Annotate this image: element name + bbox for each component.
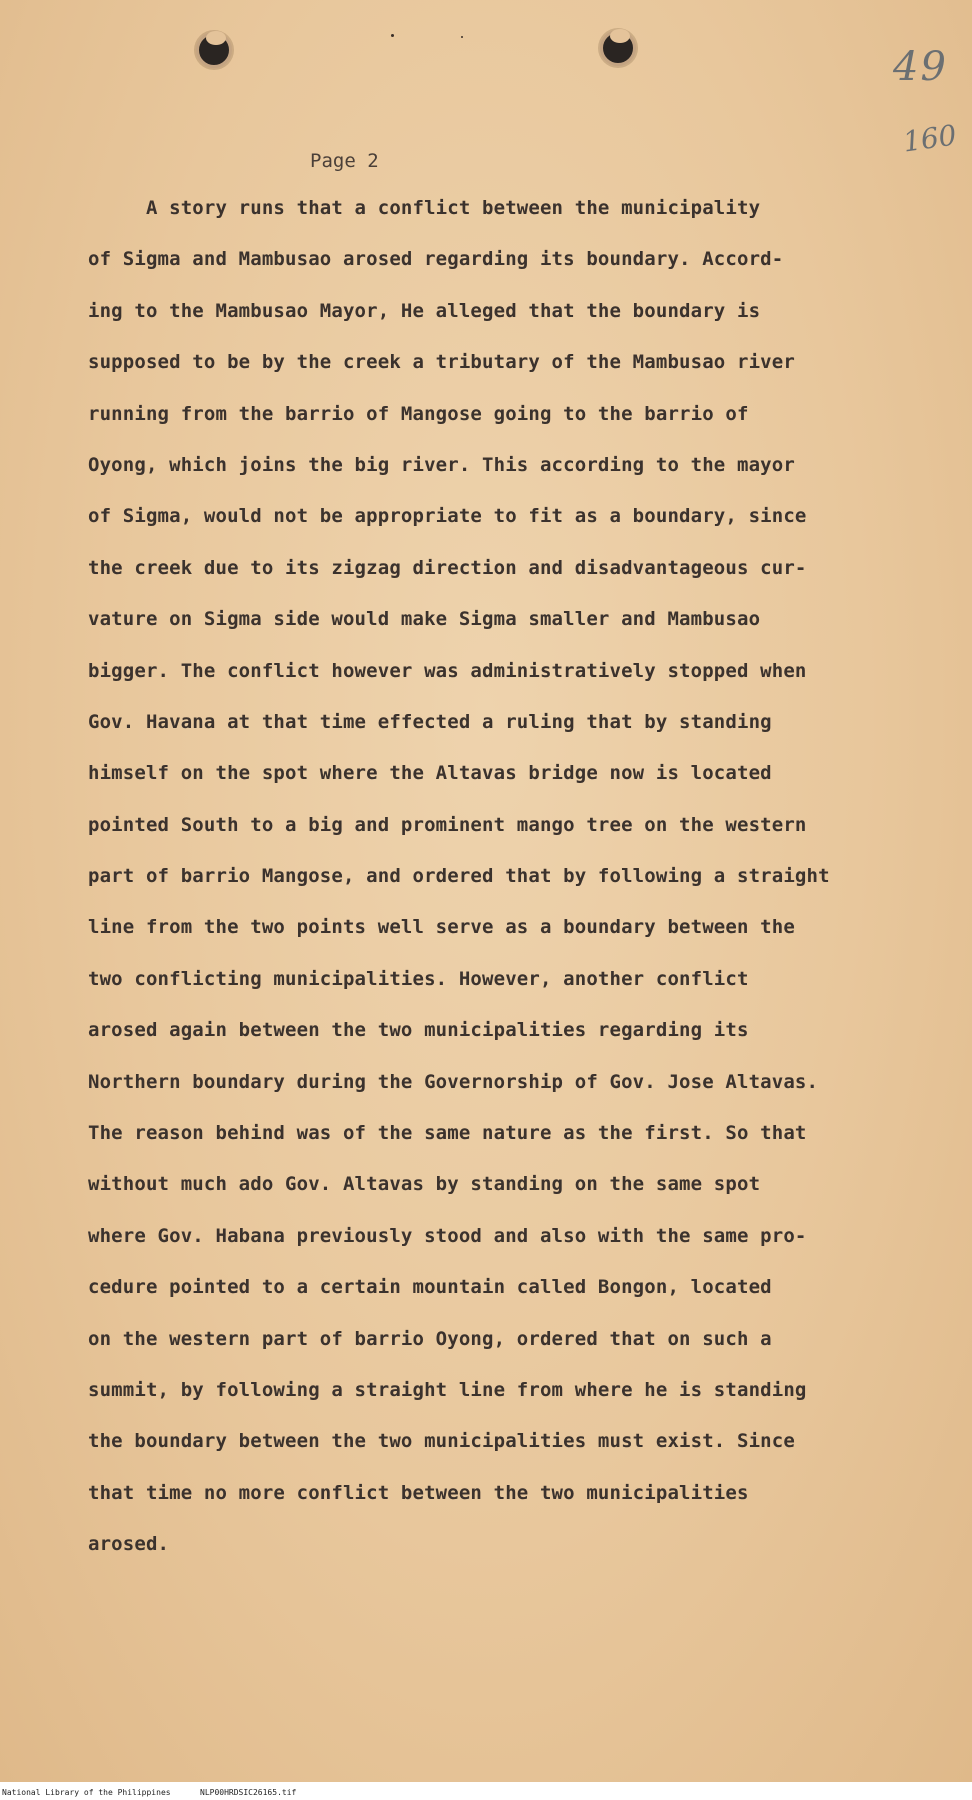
text-line: arosed. xyxy=(88,1533,170,1556)
handwritten-page-number: 49 xyxy=(893,44,948,90)
text-line: The reason behind was of the same nature as the first. So that xyxy=(88,1122,807,1145)
typed-body-text xyxy=(88,196,908,1584)
punch-hole-left xyxy=(196,32,232,68)
text-line: cedure pointed to a certain mountain called Bongon, located xyxy=(88,1276,772,1299)
footer-file-id: NLP00HRDSIC26165.tif xyxy=(200,1788,297,1797)
paper-speck xyxy=(391,34,394,37)
punch-hole-right xyxy=(600,30,636,66)
text-line: pointed South to a big and prominent mango tree on the western xyxy=(88,813,807,836)
text-line: line from the two points well serve as a boundary between the xyxy=(88,916,795,939)
text-line: vature on Sigma side would make Sigma smaller and Mambusao xyxy=(88,608,761,631)
text-line: arosed again between the two municipalities regarding its xyxy=(88,1019,749,1042)
text-line: running from the barrio of Mangose going to the barrio of xyxy=(88,402,749,425)
text-line: ing to the Mambusao Mayor, He alleged that the boundary is xyxy=(88,299,761,322)
text-line: where Gov. Habana previously stood and also with the same pro- xyxy=(88,1224,807,1247)
text-line: the creek due to its zigzag direction and disadvantageous cur- xyxy=(88,556,807,579)
text-line: the boundary between the two municipalities must exist. Since xyxy=(88,1430,795,1453)
paper-speck xyxy=(461,36,463,38)
text-line: supposed to be by the creek a tributary of the Mambusao river xyxy=(88,351,795,374)
text-line: Gov. Havana at that time effected a ruling that by standing xyxy=(88,710,772,733)
text-line: that time no more conflict between the two municipalities xyxy=(88,1481,749,1504)
text-line: without much ado Gov. Altavas by standing on the same spot xyxy=(88,1173,761,1196)
text-line: summit, by following a straight line from where he is standing xyxy=(88,1378,807,1401)
text-line: part of barrio Mangose, and ordered that by following a straight xyxy=(88,865,830,888)
handwritten-folio-number: 160 xyxy=(900,118,959,159)
footer-institution: National Library of the Philippines xyxy=(2,1788,171,1797)
text-line: of Sigma and Mambusao arosed regarding its boundary. Accord- xyxy=(88,248,784,271)
text-line: of Sigma, would not be appropriate to fit as a boundary, since xyxy=(88,505,807,528)
text-line: on the western part of barrio Oyong, ordered that on such a xyxy=(88,1327,772,1350)
text-line: Northern boundary during the Governorship of Gov. Jose Altavas. xyxy=(88,1070,819,1093)
text-line: A story runs that a conflict between the municipality xyxy=(88,197,761,219)
text-line: Oyong, which joins the big river. This according to the mayor xyxy=(88,453,795,476)
page-label: Page 2 xyxy=(310,150,379,172)
scan-footer xyxy=(0,1782,972,1800)
text-line: two conflicting municipalities. However, another conflict xyxy=(88,967,749,990)
text-line: bigger. The conflict however was administratively stopped when xyxy=(88,659,807,682)
text-line: himself on the spot where the Altavas bridge now is located xyxy=(88,762,772,785)
